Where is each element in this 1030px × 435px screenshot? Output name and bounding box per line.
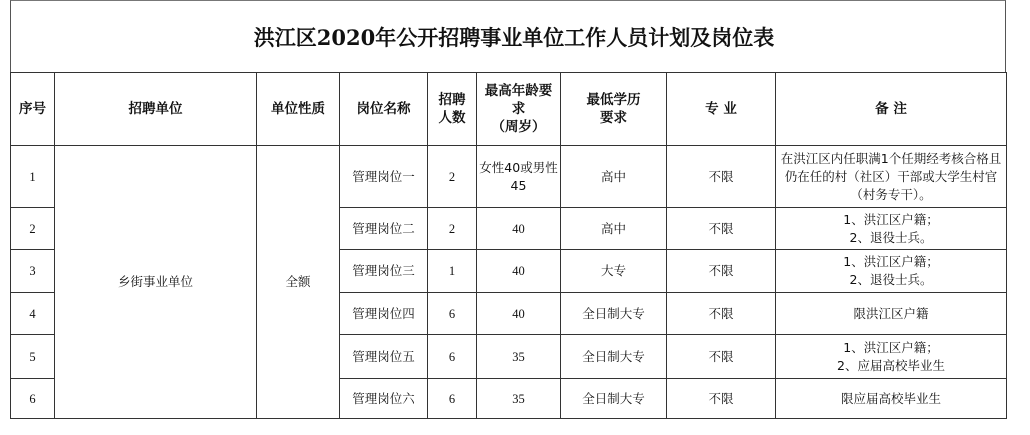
- cell-age: 35: [477, 379, 561, 419]
- cell-count: 6: [428, 379, 477, 419]
- table-row: [11, 146, 1007, 208]
- cell-age: 35: [477, 335, 561, 379]
- note-line: （村务专干）。: [850, 186, 932, 202]
- cell-note: [776, 146, 1007, 208]
- cell-post: 管理岗位五: [340, 335, 428, 379]
- note-line: 2、退役士兵。: [849, 229, 933, 245]
- page-title: 洪江区2020年公开招聘事业单位工作人员计划及岗位表: [10, 0, 1006, 72]
- cell-post: 管理岗位三: [340, 250, 428, 293]
- header-count-line1: 招聘: [438, 92, 466, 108]
- header-unit: 招聘单位: [55, 73, 257, 146]
- header-count: [428, 73, 477, 146]
- header-nature: 单位性质: [257, 73, 340, 146]
- cell-major: 不限: [667, 379, 776, 419]
- cell-education: 大专: [561, 250, 667, 293]
- cell-post: 管理岗位四: [340, 293, 428, 335]
- cell-seq: 1: [11, 146, 55, 208]
- cell-major: 不限: [667, 335, 776, 379]
- header-post: 岗位名称: [340, 73, 428, 146]
- note-line: 1、洪江区户籍；: [843, 339, 939, 355]
- cell-major: 不限: [667, 293, 776, 335]
- cell-education: 全日制大专: [561, 379, 667, 419]
- note-line: 2、退役士兵。: [849, 272, 933, 287]
- note-line: 2、应届高校毕业生: [837, 357, 945, 373]
- cell-note: [776, 250, 1007, 293]
- cell-post: 管理岗位二: [340, 208, 428, 250]
- cell-count: 6: [428, 335, 477, 379]
- cell-count: 1: [428, 250, 477, 293]
- header-age-line2: 求: [511, 101, 526, 117]
- header-age-line3: （周岁）: [491, 119, 546, 135]
- cell-education: 高中: [561, 146, 667, 208]
- cell-education: 全日制大专: [561, 293, 667, 335]
- cell-note: [776, 379, 1007, 419]
- header-major: 专 业: [667, 73, 776, 146]
- header-age: [477, 73, 561, 146]
- cell-count: 2: [428, 208, 477, 250]
- cell-age: [477, 146, 561, 208]
- header-age-line1: 最高年龄要: [484, 83, 553, 99]
- note-line: 在洪江区内任职满1个任期经考核合格且: [780, 150, 1002, 166]
- note-line: 仍在任的村（社区）干部或大学生村官: [784, 168, 998, 184]
- cell-major: 不限: [667, 208, 776, 250]
- note-line: 限洪江区户籍: [853, 305, 929, 321]
- cell-seq: 6: [11, 379, 55, 419]
- cell-seq: 2: [11, 208, 55, 250]
- cell-age: 40: [477, 208, 561, 250]
- cell-age: 40: [477, 293, 561, 335]
- header-education: [561, 73, 667, 146]
- cell-age: 40: [477, 250, 561, 293]
- header-seq: 序号: [11, 73, 55, 146]
- cell-seq: 5: [11, 335, 55, 379]
- cell-count: 6: [428, 293, 477, 335]
- cell-age-line1: 女性40或男性: [479, 159, 558, 175]
- cell-post: 管理岗位六: [340, 379, 428, 419]
- cell-post: 管理岗位一: [340, 146, 428, 208]
- cell-education: 全日制大专: [561, 335, 667, 379]
- note-line: 限应届高校毕业生: [840, 390, 941, 406]
- cell-count: 2: [428, 146, 477, 208]
- cell-seq: 4: [11, 293, 55, 335]
- header-edu-line1: 最低学历: [586, 92, 641, 108]
- cell-note: [776, 293, 1007, 335]
- note-line: 1、洪江区户籍；: [843, 254, 939, 269]
- cell-seq: 3: [11, 250, 55, 293]
- cell-unit-merged: 乡街事业单位: [55, 146, 257, 419]
- table-header-row: [11, 73, 1007, 146]
- cell-age-line2: 45: [510, 177, 527, 193]
- header-note: 备 注: [776, 73, 1007, 146]
- cell-education: 高中: [561, 208, 667, 250]
- cell-note: [776, 335, 1007, 379]
- cell-nature-merged: 全额: [257, 146, 340, 419]
- cell-major: 不限: [667, 146, 776, 208]
- cell-note: [776, 208, 1007, 250]
- header-edu-line2: 要求: [600, 110, 627, 126]
- cell-major: 不限: [667, 250, 776, 293]
- note-line: 1、洪江区户籍；: [843, 211, 939, 227]
- recruitment-table: [10, 72, 1007, 419]
- header-count-line2: 人数: [438, 110, 466, 126]
